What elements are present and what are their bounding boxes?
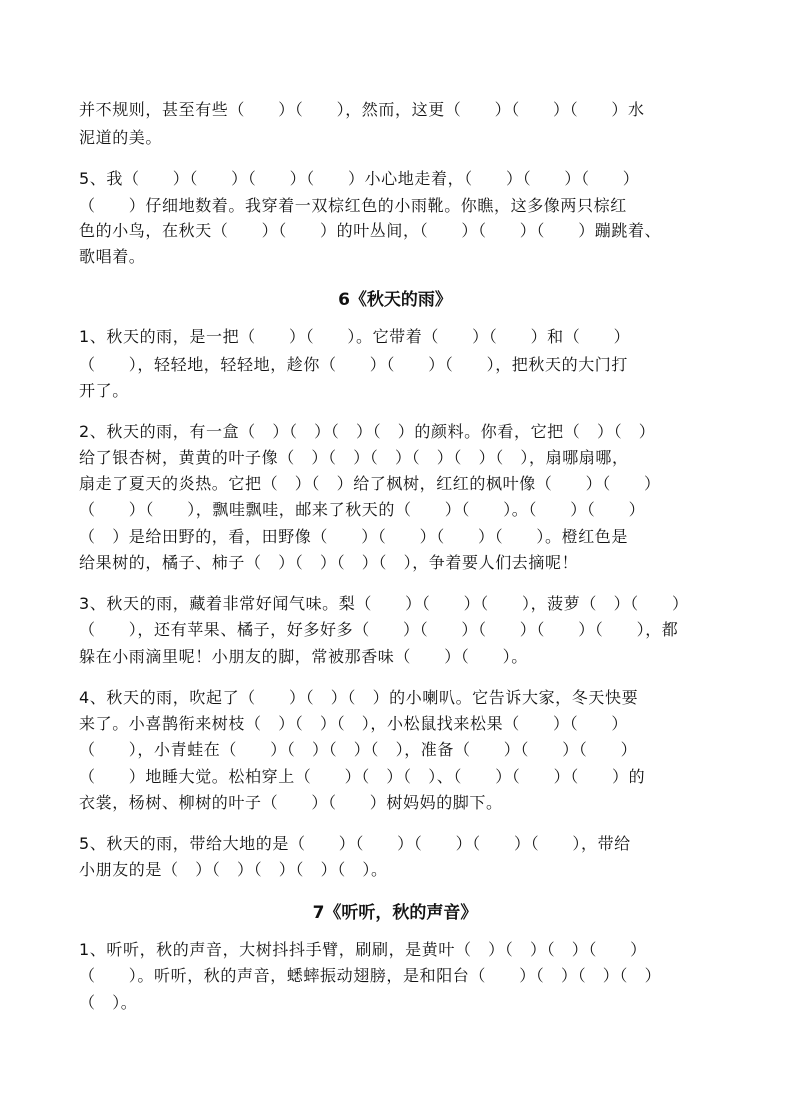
section-title: 7《听听，秋的声音》: [312, 903, 478, 923]
text-line: （ ）。: [79, 993, 138, 1012]
text-line: 躲在小雨滴里呢！小朋友的脚，常被那香味（ ）（ ）。: [79, 647, 528, 666]
text-line: 3、秋天的雨，藏着非常好闻气味。梨（ ）（ ）（ ），菠萝（ ）（ ）: [79, 594, 689, 613]
text-line: 色的小鸟，在秋天（ ）（ ）的叶丛间，（ ）（ ）（ ）蹦跳着、: [79, 221, 662, 240]
text-line: 5、我（ ）（ ）（ ）（ ）小心地走着，（ ）（ ）（ ）: [79, 169, 640, 188]
text-line: （ ）仔细地数着。我穿着一双棕红色的小雨靴。你瞧，这多像两只棕红: [79, 196, 627, 215]
text-line: （ ）地睡大觉。松柏穿上（ ）（ ）（ ）、（ ）（ ）（ ）的: [79, 767, 646, 786]
text-line: （ ）（ ），飘哇飘哇，邮来了秋天的（ ）（ ）。（ ）（ ）: [79, 500, 646, 519]
text-line: 衣裳，杨树、柳树的叶子（ ）（ ）树妈妈的脚下。: [79, 793, 503, 812]
text-line: 泥道的美。: [79, 128, 163, 147]
text-line: （ ），还有苹果、橘子，好多好多（ ）（ ）（ ）（ ）（ ），都: [79, 620, 679, 639]
text-line: （ ），小青蛙在（ ）（ ）（ ）（ ），准备（ ）（ ）（ ）: [79, 740, 638, 759]
text-line: 来了。小喜鹊衔来树枝（ ）（ ）（ ），小松鼠找来松果（ ）（ ）: [79, 714, 629, 733]
text-line: （ ）。听听，秋的声音，蟋蟀振动翅膀，是和阳台（ ）（ ）（ ）（ ）: [79, 966, 662, 985]
section-title: 6《秋天的雨》: [338, 290, 452, 310]
text-line: 小朋友的是（ ）（ ）（ ）（ ）（ ）。: [79, 860, 388, 879]
text-line: 1、听听，秋的声音，大树抖抖手臂，刷刷，是黄叶（ ）（ ）（ ）（ ）: [79, 940, 647, 959]
text-line: 歌唱着。: [79, 247, 146, 266]
text-line: 1、秋天的雨，是一把（ ）（ ）。它带着（ ）（ ）和（ ）: [79, 327, 631, 346]
text-line: 扇走了夏天的炎热。它把（ ）（ ）给了枫树，红红的枫叶像（ ）（ ）: [79, 474, 661, 493]
text-line: 并不规则，甚至有些（ ）（ ），然而，这更（ ）（ ）（ ）水: [79, 100, 645, 119]
text-line: 4、秋天的雨，吹起了（ ）（ ）（ ）的小喇叭。它告诉大家，冬天快要: [79, 688, 639, 707]
text-line: （ ），轻轻地，轻轻地，趁你（ ）（ ）（ ），把秋天的大门打: [79, 355, 629, 374]
text-line: 2、秋天的雨，有一盒（ ）（ ）（ ）（ ）的颜料。你看，它把（ ）（ ）: [79, 422, 656, 441]
text-line: 5、秋天的雨，带给大地的是（ ）（ ）（ ）（ ）（ ），带给: [79, 834, 631, 853]
text-line: （ ）是给田野的，看，田野像（ ）（ ）（ ）（ ）。橙红色是: [79, 527, 629, 546]
text-line: 开了。: [79, 381, 129, 400]
text-line: 给了银杏树，黄黄的叶子像（ ）（ ）（ ）（ ）（ ）（ ），扇哪扇哪，: [79, 448, 629, 467]
text-line: 给果树的，橘子、柿子（ ）（ ）（ ）（ ），争着要人们去摘呢！: [79, 553, 579, 572]
